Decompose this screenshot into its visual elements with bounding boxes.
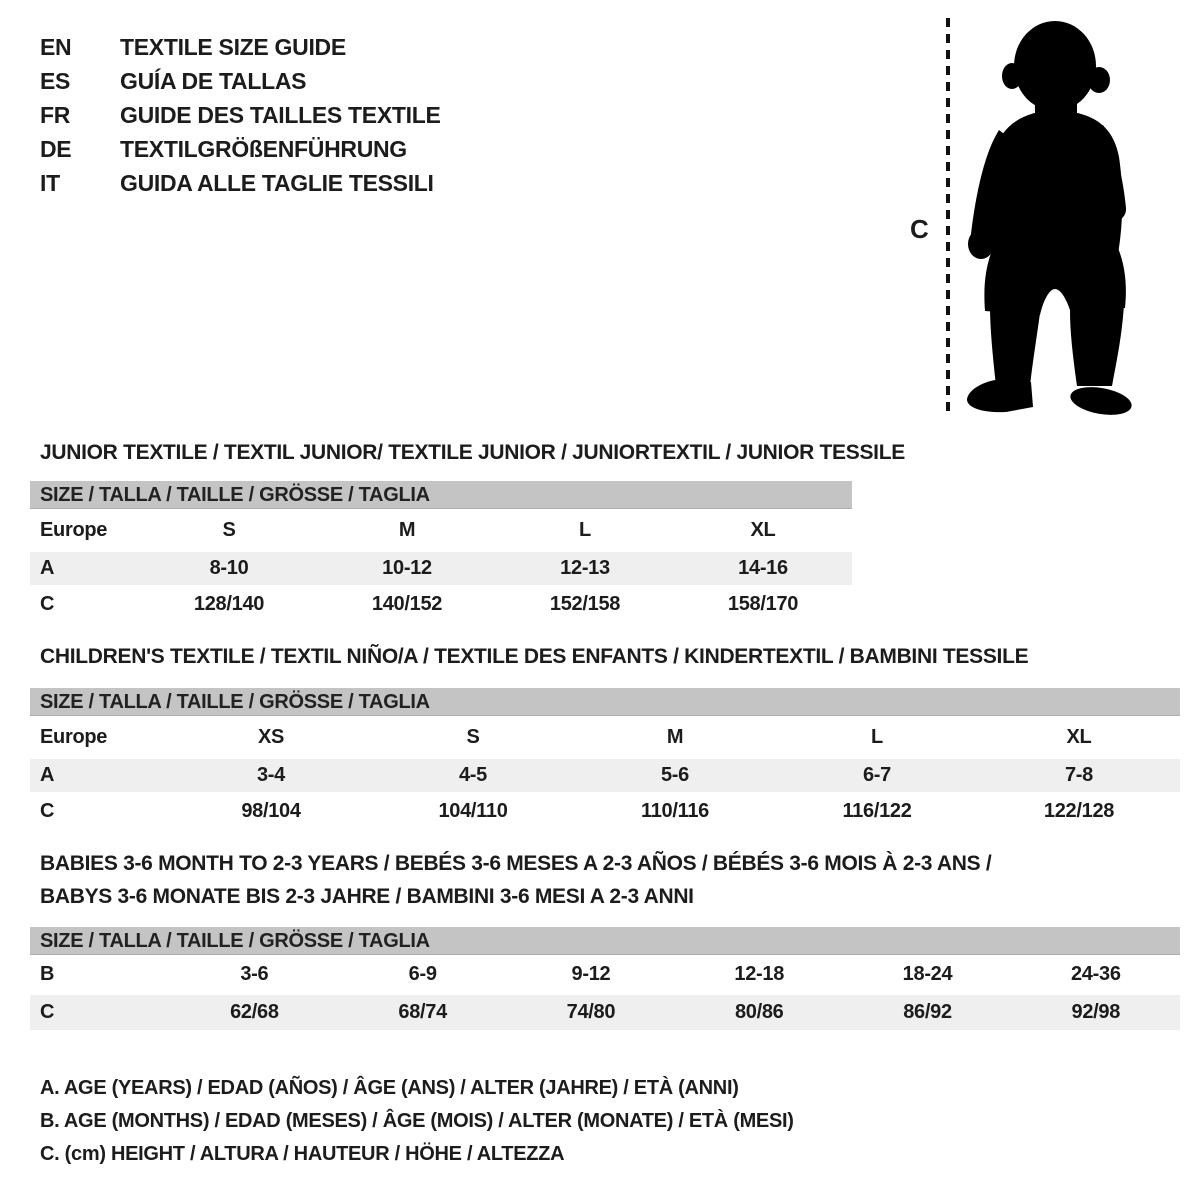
lang-code: IT [40, 170, 60, 196]
size-cell: 4-5 [372, 758, 574, 794]
lang-row-de [40, 132, 441, 166]
size-cell: 3-6 [170, 957, 338, 994]
size-cell: 92/98 [1012, 994, 1180, 1032]
lang-code: EN [40, 34, 72, 60]
lang-row-it [40, 166, 441, 200]
children-size-table [30, 688, 1180, 828]
size-cell: 116/122 [776, 793, 978, 828]
size-cell: L [871, 725, 883, 748]
size-table-header: SIZE / TALLA / TAILLE / GRÖSSE / TAGLIA [30, 688, 1180, 716]
size-cell: 104/110 [372, 793, 574, 828]
row-label-cell: Europe [40, 725, 108, 748]
size-cell: 18-24 [843, 957, 1011, 994]
table-row [30, 957, 1180, 994]
size-cell: 86/92 [843, 994, 1011, 1032]
babies-section-title: BABIES 3-6 MONTH TO 2-3 YEARS / BEBÉS 3-6 MESES A 2-3 AÑOS / BÉBÉS 3-6 MOIS À 2-3 ANS / BABYS 3-6 MONATE BIS 2-3 JAHRE / BAMBINI 3-6 MESI A 2-3 ANNI [40, 852, 992, 908]
row-label-cell: C [30, 994, 170, 1032]
row-label-cell: A [30, 551, 140, 587]
lang-label: GUIDA ALLE TAGLIE TESSILI [120, 170, 434, 196]
size-cell: 152/158 [496, 586, 674, 621]
legend-line-c: C. (cm) HEIGHT / ALTURA / HAUTEUR / HÖHE / ALTEZZA [40, 1143, 565, 1165]
size-cell: S [466, 725, 480, 748]
size-cell: M [398, 518, 416, 541]
size-cell: 74/80 [507, 994, 675, 1032]
size-cell: 6-7 [776, 758, 978, 794]
babies-size-table [30, 927, 1180, 1032]
size-cell: 80/86 [675, 994, 843, 1032]
size-cell: 12-13 [496, 551, 674, 587]
size-cell: 8-10 [140, 551, 318, 587]
table-row [30, 758, 1180, 794]
table-row [30, 793, 1180, 828]
language-list [40, 30, 441, 200]
lang-row-en [40, 30, 441, 64]
table-row [30, 718, 1180, 758]
lang-label: GUÍA DE TALLAS [120, 68, 307, 94]
size-cell: 12-18 [675, 957, 843, 994]
height-dashed-line [946, 18, 950, 418]
legend-line-b: B. AGE (MONTHS) / EDAD (MESES) / ÂGE (MOIS) / ALTER (MONATE) / ETÀ (MESI) [40, 1110, 794, 1132]
junior-section-title: JUNIOR TEXTILE / TEXTIL JUNIOR/ TEXTILE JUNIOR / JUNIORTEXTIL / JUNIOR TESSILE [40, 441, 905, 464]
size-cell: M [666, 725, 684, 748]
lang-label: GUIDE DES TAILLES TEXTILE [120, 102, 441, 128]
row-label-cell: A [30, 758, 170, 794]
table-row [30, 994, 1180, 1032]
size-cell: 6-9 [339, 957, 507, 994]
lang-label: TEXTILGRÖßENFÜHRUNG [120, 136, 407, 162]
size-cell: 158/170 [674, 586, 852, 621]
lang-label: TEXTILE SIZE GUIDE [120, 34, 346, 60]
size-cell: 62/68 [170, 994, 338, 1032]
size-cell: 110/116 [574, 793, 776, 828]
measurement-legend [40, 1072, 794, 1171]
size-cell: 3-4 [170, 758, 372, 794]
size-cell: S [222, 518, 236, 541]
size-cell: 98/104 [170, 793, 372, 828]
size-cell: 10-12 [318, 551, 496, 587]
lang-row-fr [40, 98, 441, 132]
lang-code: ES [40, 68, 71, 94]
row-label-cell: Europe [40, 518, 108, 541]
size-cell: 24-36 [1012, 957, 1180, 994]
size-cell: XL [1066, 725, 1092, 748]
row-label-cell: C [30, 586, 140, 621]
table-row [30, 511, 852, 551]
row-label-cell: B [30, 957, 170, 994]
size-cell: 68/74 [339, 994, 507, 1032]
lang-code: DE [40, 136, 72, 162]
size-cell: 7-8 [978, 758, 1180, 794]
size-cell: XL [750, 518, 776, 541]
table-row [30, 586, 852, 621]
children-section-title: CHILDREN'S TEXTILE / TEXTIL NIÑO/A / TEXTILE DES ENFANTS / KINDERTEXTIL / BAMBINI TESSILE [40, 645, 1029, 668]
table-row [30, 551, 852, 587]
size-table-header: SIZE / TALLA / TAILLE / GRÖSSE / TAGLIA [30, 481, 852, 509]
size-cell: 140/152 [318, 586, 496, 621]
row-label-cell: C [30, 793, 170, 828]
toddler-silhouette [955, 12, 1145, 422]
size-table-header: SIZE / TALLA / TAILLE / GRÖSSE / TAGLIA [30, 927, 1180, 955]
size-cell: 14-16 [674, 551, 852, 587]
lang-row-es [40, 64, 441, 98]
lang-code: FR [40, 102, 71, 128]
size-cell: 122/128 [978, 793, 1180, 828]
height-measure-label: C [910, 214, 929, 244]
size-cell: 5-6 [574, 758, 776, 794]
size-cell: 128/140 [140, 586, 318, 621]
junior-size-table [30, 481, 852, 621]
size-cell: 9-12 [507, 957, 675, 994]
size-cell: L [579, 518, 591, 541]
legend-line-a: A. AGE (YEARS) / EDAD (AÑOS) / ÂGE (ANS) / ALTER (JAHRE) / ETÀ (ANNI) [40, 1077, 739, 1099]
size-cell: XS [257, 725, 285, 748]
